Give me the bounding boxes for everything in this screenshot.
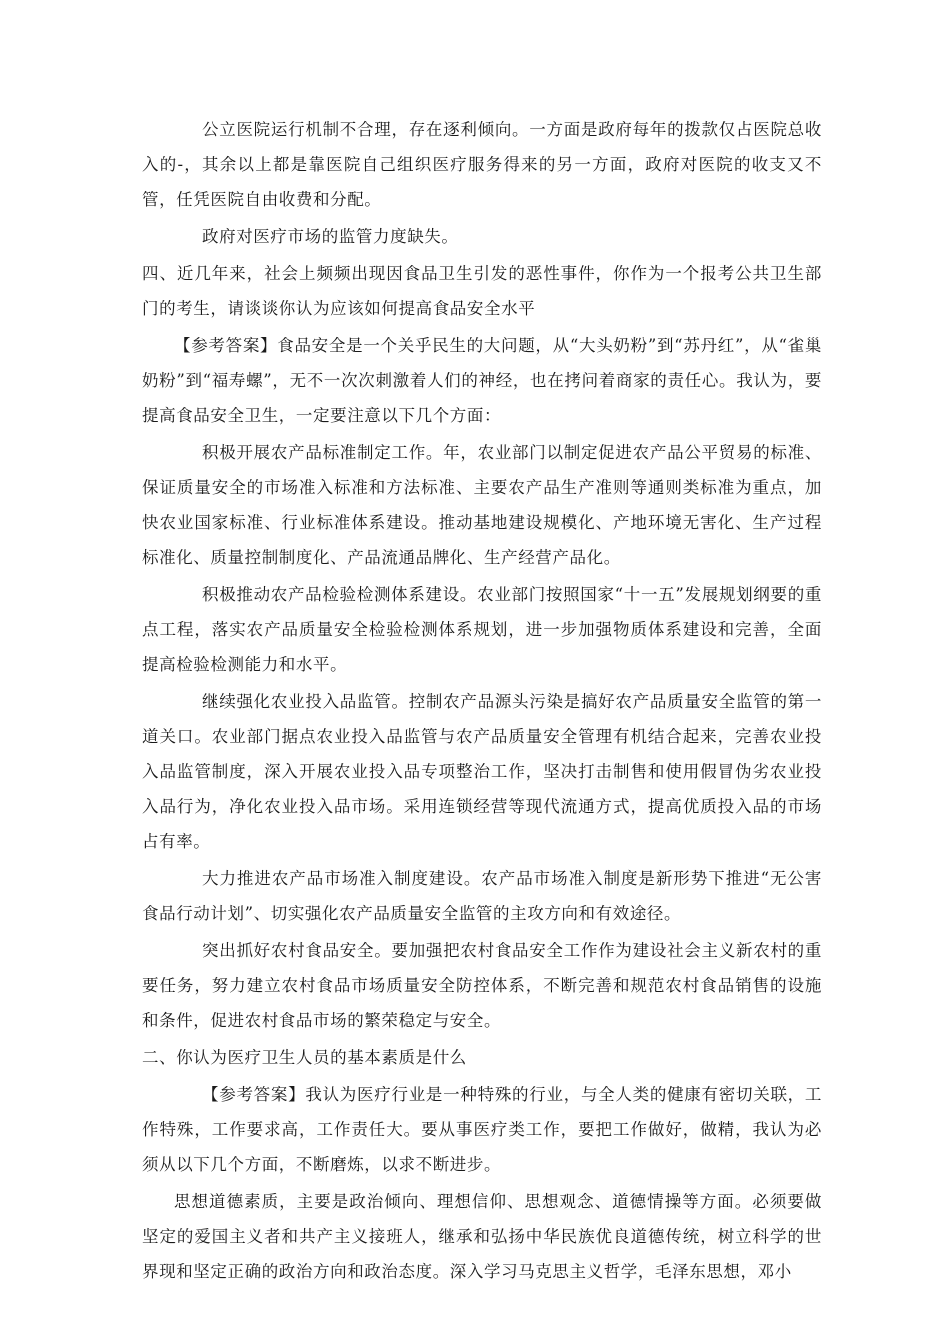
paragraph-inputs: 继续强化农业投入品监管。控制农产品源头污染是搞好农产品质量安全监管的第一道关口。农业部门据点农业投入品监管与农产品质量安全管理有机结合起来，完善农业投入品监管制度，深入开展农业投入品专项整治工作，坚决打击制售和使用假冒伪劣农业投入品行为，净化农业投入品市场。采用连锁经营等现代流通方式，提高优质投入品的市场占有率。	[142, 692, 822, 851]
answer-4-intro: 【参考答案】食品安全是一个关乎民生的大问题，从“大头奶粉”到“苏丹红”，从“雀巢奶粉”到“福寿螺”，无不一次次刺激着人们的神经，也在拷问着商家的责任心。我认为，要提高食品安全卫生，一定要注意以下几个方面：	[142, 336, 822, 425]
paragraph-market-access: 大力推进农产品市场准入制度建设。农产品市场准入制度是新形势下推进“无公害食品行动计划”、切实强化农产品质量安全监管的主攻方向和有效途径。	[142, 869, 822, 923]
question-4-heading: 四、近几年来，社会上频频出现因食品卫生引发的恶性事件，你作为一个报考公共卫生部门的考生，请谈谈你认为应该如何提高食品安全水平	[142, 264, 822, 318]
paragraph-ideology: 思想道德素质，主要是政治倾向、理想信仰、思想观念、道德情操等方面。必须要做坚定的爱国主义者和共产主义接班人，继承和弘扬中华民族优良道德传统，树立科学的世界现和坚定正确的政治方向和政治态度。深入学习马克思主义哲学，毛泽东思想，邓小	[142, 1192, 822, 1281]
paragraph-inspection: 积极推动农产品检验检测体系建设。农业部门按照国家“十一五”发展规划纲要的重点工程，落实农产品质量安全检验检测体系规划，进一步加强物质体系建设和完善，全面提高检验检测能力和水平。	[142, 585, 822, 674]
document-page	[142, 112, 822, 1291]
paragraph-standards: 积极开展农产品标准制定工作。年，农业部门以制定促进农产品公平贸易的标准、保证质量安全的市场准入标准和方法标准、主要农产品生产准则等通则类标准为重点，加快农业国家标准、行业标准体系建设。推动基地建设规模化、产地环境无害化、生产过程标准化、质量控制制度化、产品流通品牌化、生产经营产品化。	[142, 443, 822, 567]
question-2-heading: 二、你认为医疗卫生人员的基本素质是什么	[142, 1048, 467, 1067]
paragraph-rural: 突出抓好农村食品安全。要加强把农村食品安全工作作为建设社会主义新农村的重要任务，努力建立农村食品市场质量安全防控体系，不断完善和规范农村食品销售的设施和条件，促进农村食品市场的繁荣稳定与安全。	[142, 941, 822, 1030]
paragraph-1: 公立医院运行机制不合理，存在逐利倾向。一方面是政府每年的拨款仅占医院总收入的-，其余以上都是靠医院自己组织医疗服务得来的另一方面，政府对医院的收支又不管，任凭医院自由收费和分配。	[142, 120, 822, 209]
answer-2-intro: 【参考答案】我认为医疗行业是一种特殊的行业，与全人类的健康有密切关联，工作特殊，工作要求高，工作责任大。要从事医疗类工作，要把工作做好，做精，我认为必须从以下几个方面，不断磨炼，以求不断进步。	[142, 1085, 822, 1174]
paragraph-2: 政府对医疗市场的监管力度缺失。	[202, 227, 459, 246]
